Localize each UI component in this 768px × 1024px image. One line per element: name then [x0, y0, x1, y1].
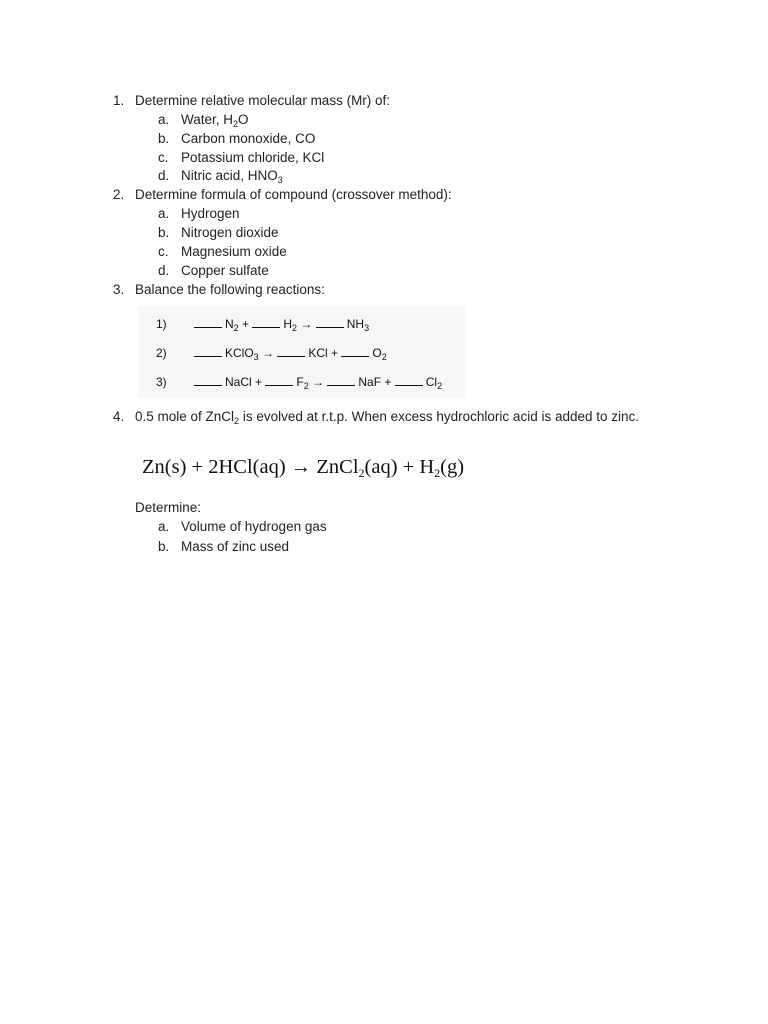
q2-b-text: Nitrogen dioxide: [181, 225, 279, 240]
q1-a-letter: a.: [158, 112, 170, 127]
zinc-reaction-equation: Zn(s) + 2HCl(aq) → ZnCl$_2$(aq) + $H_2(g)$: [142, 456, 465, 480]
q2-c-letter: c.: [158, 244, 169, 259]
q4-text: 0.5 mole of ZnCl$_2$ is evolved at r.t.p. When excess hydrochloric acid is added to zinc.: [135, 409, 640, 426]
q1-b-letter: b.: [158, 131, 170, 146]
q4-b-letter: b.: [158, 539, 170, 554]
q2-d-text: Copper sulfate: [181, 263, 269, 278]
reaction-3-number: 3): [156, 375, 167, 389]
reaction-1-number: 1): [156, 317, 167, 331]
q1-c-letter: c.: [158, 150, 169, 165]
q3-text: Balance the following reactions:: [135, 282, 325, 297]
q3-number: 3.: [113, 282, 125, 297]
q2-b-letter: b.: [158, 225, 170, 240]
q2-d-letter: d.: [158, 263, 170, 278]
q2-a-text: Hydrogen: [181, 206, 240, 221]
q1-number: 1.: [113, 93, 125, 108]
q2-c-text: Magnesium oxide: [181, 244, 287, 259]
q4-a-text: Volume of hydrogen gas: [181, 519, 327, 534]
q1-c-text: Potassium chloride, KCl: [181, 150, 325, 165]
q4-a-letter: a.: [158, 519, 170, 534]
q1-text: Determine relative molecular mass (Mr) of:: [135, 93, 391, 108]
q1-d-text: Nitric acid, $HNO_3$: [181, 168, 283, 185]
q4-determine-label: Determine:: [135, 500, 202, 515]
reaction-2-number: 2): [156, 346, 167, 360]
q1-a-text: Water, $H_2O$: [181, 112, 249, 129]
reaction-3-equation: NaCl + $F_2$ → NaF + $Cl_2$: [194, 375, 442, 389]
q1-d-letter: d.: [158, 168, 170, 183]
q1-b-text: Carbon monoxide, CO: [181, 131, 316, 146]
q2-a-letter: a.: [158, 206, 170, 221]
q2-text: Determine formula of compound (crossover method):: [135, 187, 452, 202]
reaction-1-equation: $N_2 + H_2 \to NH_3$: [194, 317, 369, 331]
reaction-2-equation: KClO$_3$ → KCl + $O_2$: [194, 346, 387, 360]
q4-b-text: Mass of zinc used: [181, 539, 290, 554]
q2-number: 2.: [113, 187, 125, 202]
reactions-image: [138, 306, 466, 398]
q4-number: 4.: [113, 409, 125, 424]
